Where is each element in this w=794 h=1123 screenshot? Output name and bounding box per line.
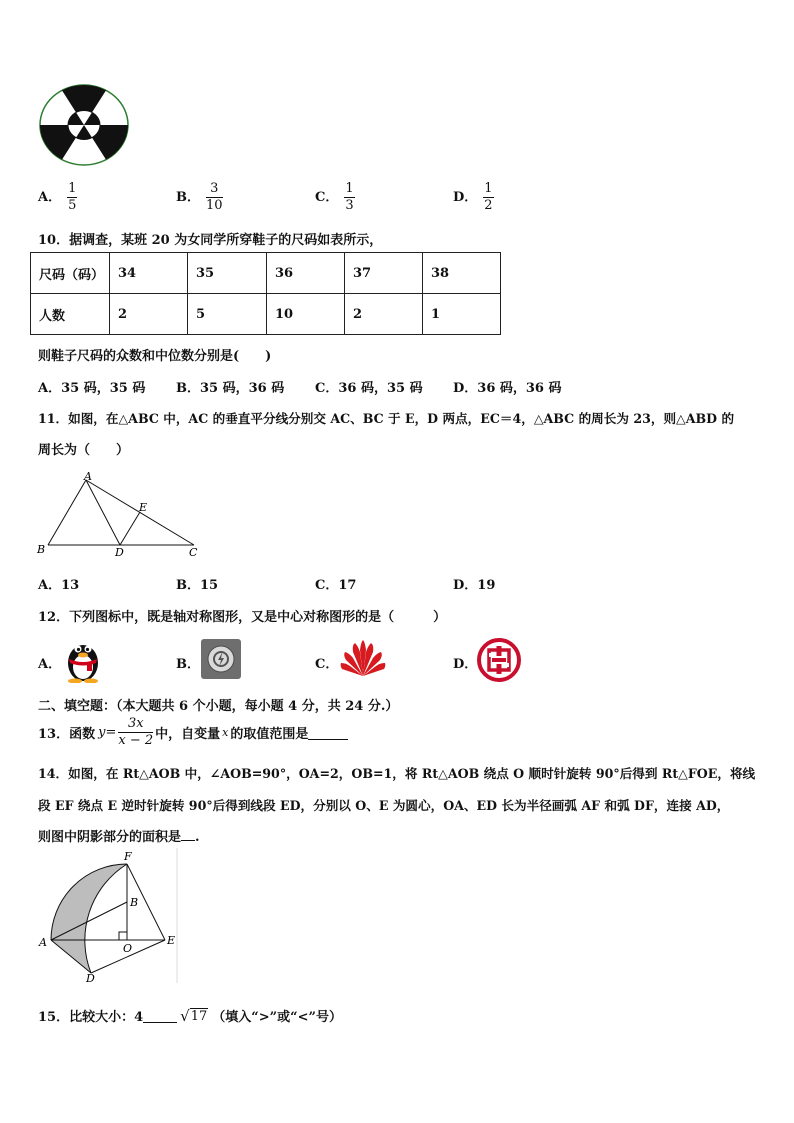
q11-stem-line2: 周长为（ ） xyxy=(38,443,130,458)
q12-option-b[interactable]: B． xyxy=(176,657,200,672)
q11-option-c[interactable]: C．17 xyxy=(315,578,357,593)
q15-prefix: 15．比较大小：4 xyxy=(38,1010,144,1025)
q13-stem xyxy=(38,716,348,749)
q11-label-b: B xyxy=(37,543,46,556)
q12-option-c[interactable]: C． xyxy=(315,657,339,672)
q9-option-d[interactable]: D． $\frac{1}{2}$ xyxy=(453,181,493,213)
table-cell: 人数 xyxy=(31,294,110,335)
q15-radicand: 17 xyxy=(190,1008,208,1024)
table-row xyxy=(31,253,501,294)
q10-option-c[interactable]: C．36 码，35 码 xyxy=(315,381,423,396)
section-2-title: 二、填空题：（本大题共 6 个小题，每小题 4 分，共 24 分.） xyxy=(38,699,399,714)
q14-answer-blank[interactable] xyxy=(181,826,195,841)
power-button-icon xyxy=(200,638,242,680)
q10-option-a[interactable]: A．35 码，35 码 xyxy=(38,381,146,396)
q15-suffix: （填入“>”或“<”号） xyxy=(212,1010,342,1025)
q13-y: y xyxy=(98,725,106,740)
table-cell: 37 xyxy=(345,253,423,294)
q11-option-d[interactable]: D．19 xyxy=(453,578,496,593)
icbc-logo-icon xyxy=(477,638,521,682)
q11-stem-line1: 11．如图，在△ABC 中，AC 的垂直平分线分别交 AC、BC 于 E，D 两点，EC＝4，△ABC 的周长为 23，则△ABD 的 xyxy=(38,411,735,426)
huawei-logo-icon xyxy=(340,638,386,678)
q13-mid: 中，自变量 xyxy=(155,727,221,742)
q15-stem xyxy=(38,1006,342,1025)
table-row xyxy=(31,294,501,335)
q11-option-a[interactable]: A．13 xyxy=(38,578,80,593)
q14-line1: 14．如图，在 Rt△AOB 中，∠AOB=90°，OA=2，OB=1，将 Rt△AOB 绕点 O 顺时针旋转 90°后得到 Rt△FOE，将线 xyxy=(38,766,756,781)
q14-label-a: A xyxy=(39,936,47,949)
q11-triangle-figure xyxy=(34,470,204,562)
q12-stem: 12．下列图标中，既是轴对称图形，又是中心对称图形的是（ ） xyxy=(38,610,447,625)
sqrt-symbol-icon: √ xyxy=(180,1006,190,1025)
q13-denominator: x − 2 xyxy=(118,733,154,748)
table-cell: 1 xyxy=(423,294,501,335)
q14-line3: 则图中阴影部分的面积是 . xyxy=(38,826,200,845)
q9-option-b[interactable]: B． $\frac{3}{10}$ xyxy=(176,181,223,213)
q11-label-a: A xyxy=(84,470,92,483)
q10-question: 则鞋子尺码的众数和中位数分别是( ) xyxy=(38,349,272,364)
q10-stem: 10．据调查，某班 20 为女同学所穿鞋子的尺码如表所示， xyxy=(38,233,383,248)
q9-sector-circle-figure xyxy=(38,84,130,166)
q14-label-e: E xyxy=(167,934,176,947)
q15-answer-blank[interactable] xyxy=(143,1008,177,1023)
q13-suffix: 的取值范围是 xyxy=(230,727,309,742)
table-cell: 35 xyxy=(188,253,267,294)
table-cell: 5 xyxy=(188,294,267,335)
q11-option-b[interactable]: B．15 xyxy=(176,578,219,593)
q14-geometry-figure xyxy=(36,848,186,983)
q12-option-d[interactable]: D． xyxy=(453,657,478,672)
q14-label-f: F xyxy=(124,850,132,863)
q11-label-d: D xyxy=(115,546,124,559)
table-cell: 2 xyxy=(345,294,423,335)
q13-answer-blank[interactable] xyxy=(308,725,348,740)
q10-size-table xyxy=(30,252,501,335)
q10-option-b[interactable]: B．35 码，36 码 xyxy=(176,381,285,396)
table-cell: 34 xyxy=(110,253,188,294)
q9-option-a[interactable]: A． $\frac{1}{5}$ xyxy=(38,181,77,213)
q10-option-d[interactable]: D．36 码，36 码 xyxy=(453,381,562,396)
q11-label-e: E xyxy=(139,501,148,514)
table-cell: 36 xyxy=(267,253,345,294)
q12-option-a[interactable]: A． xyxy=(38,657,62,672)
penguin-icon xyxy=(63,635,103,683)
q13-eq: = xyxy=(105,725,117,740)
table-cell: 尺码（码） xyxy=(31,253,110,294)
q9-option-c[interactable]: C． $\frac{1}{3}$ xyxy=(315,181,354,213)
table-cell: 38 xyxy=(423,253,501,294)
q14-line2: 段 EF 绕点 E 逆时针旋转 90°后得到线段 ED，分别以 O、E 为圆心，OA、ED 长为半径画弧 AF 和弧 DF，连接 AD， xyxy=(38,798,730,813)
q14-label-o: O xyxy=(123,942,133,955)
table-cell: 2 xyxy=(110,294,188,335)
q14-label-d: D xyxy=(86,972,95,983)
q11-label-c: C xyxy=(189,546,198,559)
q13-var: x xyxy=(222,726,229,739)
q13-numerator: 3x xyxy=(118,716,153,733)
q14-label-b: B xyxy=(130,896,139,909)
table-cell: 10 xyxy=(267,294,345,335)
q13-prefix: 13．函数 xyxy=(38,727,96,742)
